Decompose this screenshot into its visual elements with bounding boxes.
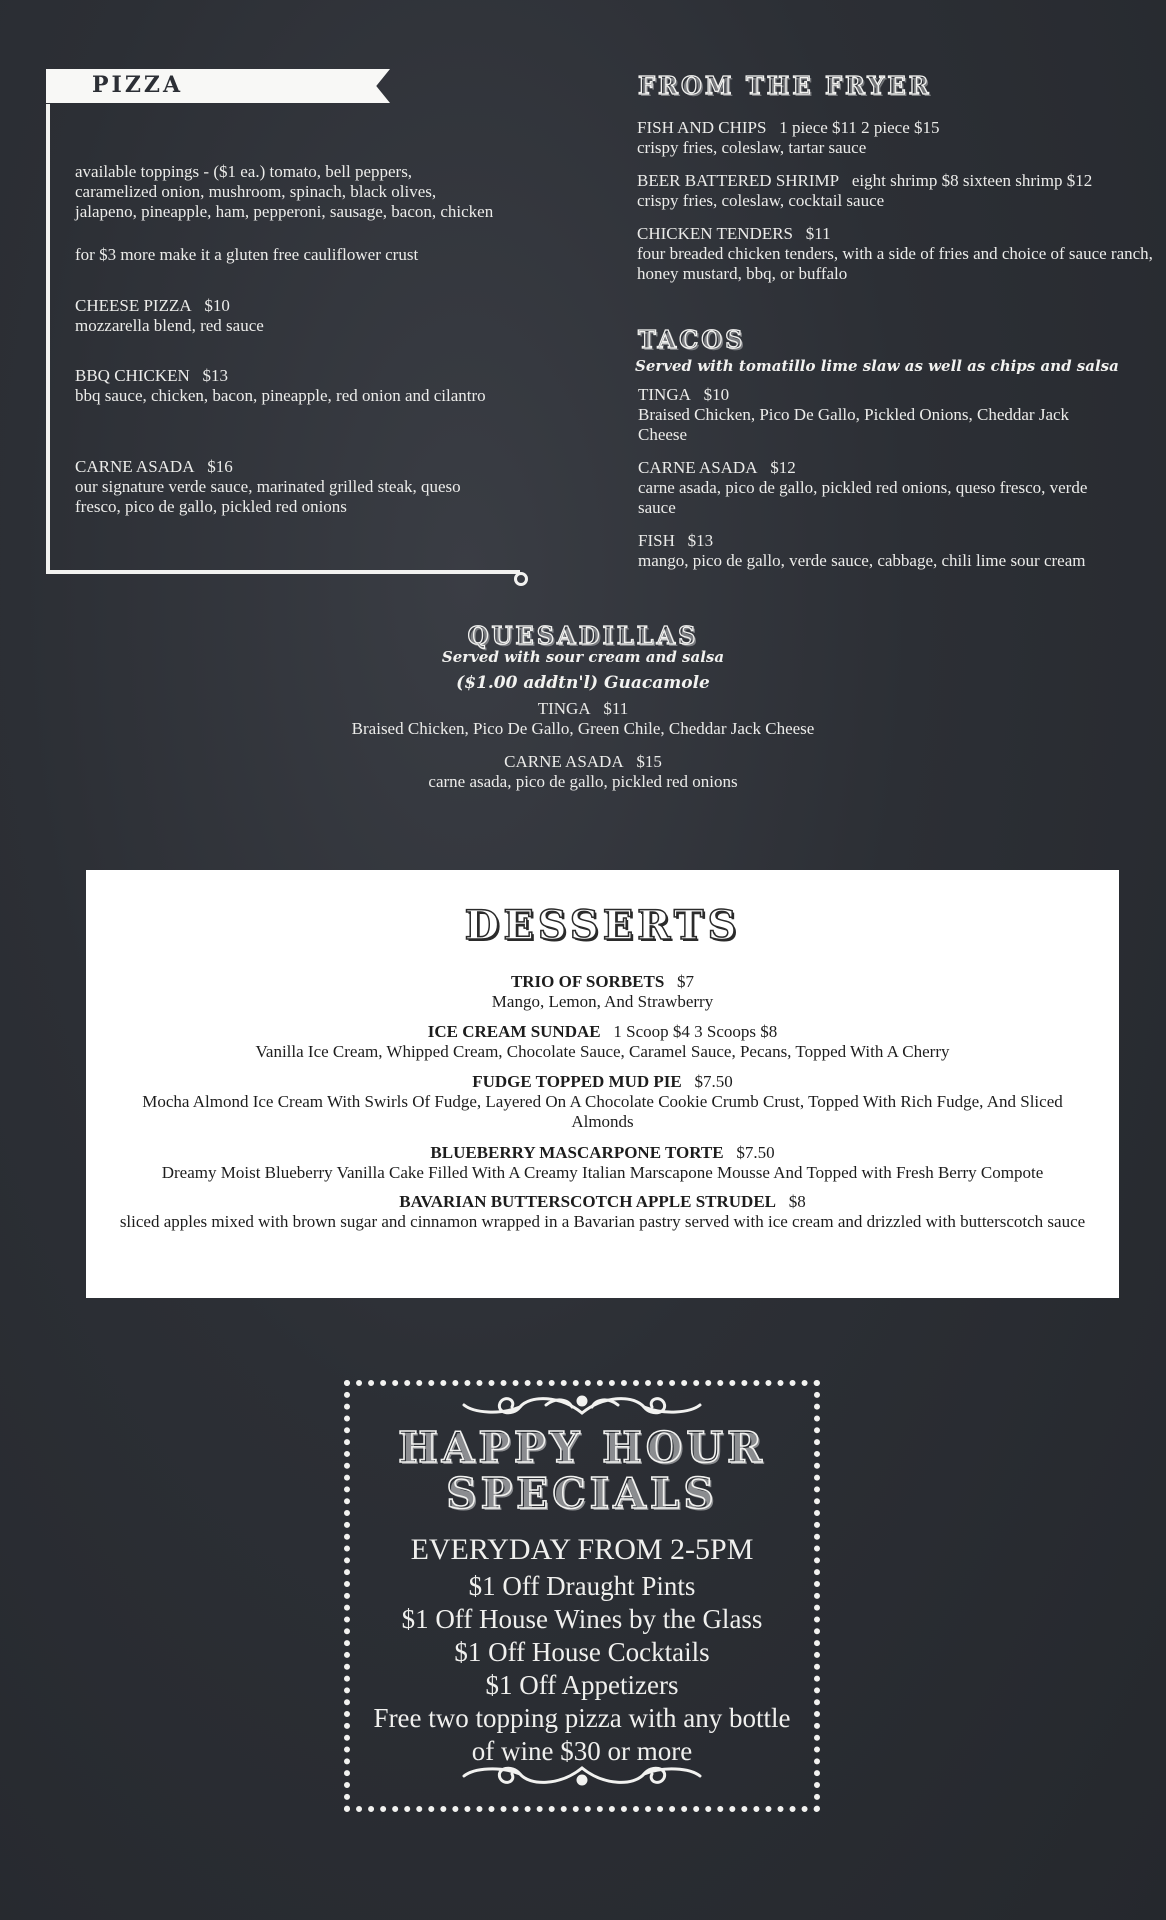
fryer-section-title: FROM THE FRYER [638,71,932,100]
bottom-flourish-ornament [460,1760,704,1790]
item-price: 1 Scoop $4 3 Scoops $8 [613,1022,778,1041]
item-description: carne asada, pico de gallo, pickled red onions, queso fresco, verde sauce [638,478,1088,517]
dessert-item [116,1072,1089,1132]
happy-hour-schedule: EVERYDAY FROM 2-5PM [410,1533,754,1566]
item-price: eight shrimp $8 sixteen shrimp $12 [851,171,1093,190]
happy-hour-special: Free two topping pizza with any bottle [373,1703,791,1733]
tacos-subtitle: Served with tomatillo lime slaw as well as chips and salsa [635,357,1119,375]
menu-item [638,458,1098,518]
happy-hour-special: $1 Off House Wines by the Glass [401,1604,763,1634]
item-description: Vanilla Ice Cream, Whipped Cream, Chocolate Sauce, Caramel Sauce, Pecans, Topped With A Cherry [255,1042,950,1061]
item-description: crispy fries, coleslaw, tartar sauce [637,138,867,157]
item-name: BAVARIAN BUTTERSCOTCH APPLE STRUDEL [399,1192,777,1211]
item-description: carne asada, pico de gallo, pickled red onions [428,772,738,791]
tacos-section-title: TACOS [638,325,746,354]
quesadillas-section-title: QUESADILLAS [467,621,699,650]
item-price: $13 [202,366,229,385]
item-name: CARNE ASADA [638,458,758,477]
quesadillas-subtitle: Served with sour cream and salsa [441,648,725,666]
pizza-gluten-note: for $3 more make it a gluten free cauliflower crust [75,245,419,264]
menu-item [75,457,495,517]
quesadillas-guacamole-note: ($1.00 addtn'l) Guacamole [456,673,710,693]
item-name: TINGA [638,385,691,404]
dessert-item [116,972,1089,1012]
item-name: ICE CREAM SUNDAE [427,1022,601,1041]
item-name: FUDGE TOPPED MUD PIE [472,1072,682,1091]
item-description: four breaded chicken tenders, with a side of fries and choice of sauce ranch, honey mustard, bbq, or buffalo [637,244,1153,283]
dessert-item [116,1192,1089,1232]
happy-hour-special: $1 Off House Cocktails [454,1637,710,1667]
happy-hour-title-line1: HAPPY HOUR [398,1423,766,1472]
menu-item [637,118,1157,158]
menu-item [0,752,1166,792]
menu-item [637,171,1157,211]
item-name: BEER BATTERED SHRIMP [637,171,840,190]
item-description: sliced apples mixed with brown sugar and cinnamon wrapped in a Bavarian pastry served with ice cream and drizzled with butterscotch sauce [119,1212,1086,1231]
item-price: $16 [207,457,233,476]
item-description: Braised Chicken, Pico De Gallo, Pickled Onions, Cheddar Jack Cheese [638,405,1070,444]
fryer-list [637,118,1157,284]
item-description: Braised Chicken, Pico De Gallo, Green Chile, Cheddar Jack Cheese [351,719,815,738]
item-price: $10 [703,385,730,404]
item-name: FISH AND CHIPS [637,118,767,137]
desserts-panel [86,870,1119,1298]
dessert-item [116,1022,1089,1062]
item-name: BBQ CHICKEN [75,366,190,385]
item-description: our signature verde sauce, marinated grilled steak, queso fresco, pico de gallo, pickled red onions [75,477,461,516]
menu-item [638,385,1098,445]
item-price: $7 [677,972,695,991]
item-price: $11 [603,699,629,718]
tacos-list [638,385,1098,571]
item-description: mango, pico de gallo, verde sauce, cabbage, chili lime sour cream [638,551,1086,570]
item-price: 1 piece $11 2 piece $15 [779,118,940,137]
happy-hour-title-line2: SPECIALS [446,1469,718,1518]
frame-curl-ornament [514,572,528,586]
item-price: $10 [204,296,230,315]
item-price: $7.50 [736,1143,775,1162]
happy-hour-special: $1 Off Draught Pints [468,1571,696,1601]
item-price: $11 [805,224,831,243]
item-price: $12 [770,458,796,477]
item-name: BLUEBERRY MASCARPONE TORTE [430,1143,724,1162]
item-name: CHICKEN TENDERS [637,224,793,243]
happy-hour-special: $1 Off Appetizers [485,1670,679,1700]
item-name: CARNE ASADA [504,752,624,771]
menu-item [0,699,1166,739]
top-flourish-ornament [460,1391,704,1421]
item-price: $8 [788,1192,806,1211]
quesadillas-list [0,699,1166,792]
item-name: CHEESE PIZZA [75,296,192,315]
desserts-section-title: DESSERTS [464,902,741,949]
item-name: FISH [638,531,675,550]
item-name: TRIO OF SORBETS [510,972,665,991]
item-description: crispy fries, coleslaw, cocktail sauce [637,191,885,210]
item-description: mozzarella blend, red sauce [75,316,264,335]
menu-item [637,224,1157,284]
happy-hour-special: of wine $30 or more [471,1736,693,1766]
item-name: TINGA [537,699,591,718]
item-description: Dreamy Moist Blueberry Vanilla Cake Filled With A Creamy Italian Marscapone Mousse And Topped with Fresh Berry Compote [161,1163,1044,1182]
pizza-section-title: PIZZA [92,72,184,98]
item-price: $7.50 [694,1072,733,1091]
item-price: $13 [687,531,714,550]
menu-item [75,366,495,406]
item-description: Mocha Almond Ice Cream With Swirls Of Fudge, Layered On A Chocolate Cookie Crumb Crust, Topped With Rich Fudge, And Sliced Almonds [142,1092,1063,1131]
pizza-toppings-note: available toppings - ($1 ea.) tomato, bell peppers, caramelized onion, mushroom, spinach, black olives, jalapeno, pineapple, ham, pepperoni, sausage, bacon, chicken [75,162,494,221]
item-name: CARNE ASADA [75,457,195,476]
item-price: $15 [636,752,662,771]
menu-item [638,531,1098,571]
item-description: bbq sauce, chicken, bacon, pineapple, red onion and cilantro [75,386,486,405]
item-description: Mango, Lemon, And Strawberry [491,992,714,1011]
menu-item [75,296,495,336]
dessert-item [116,1143,1089,1183]
